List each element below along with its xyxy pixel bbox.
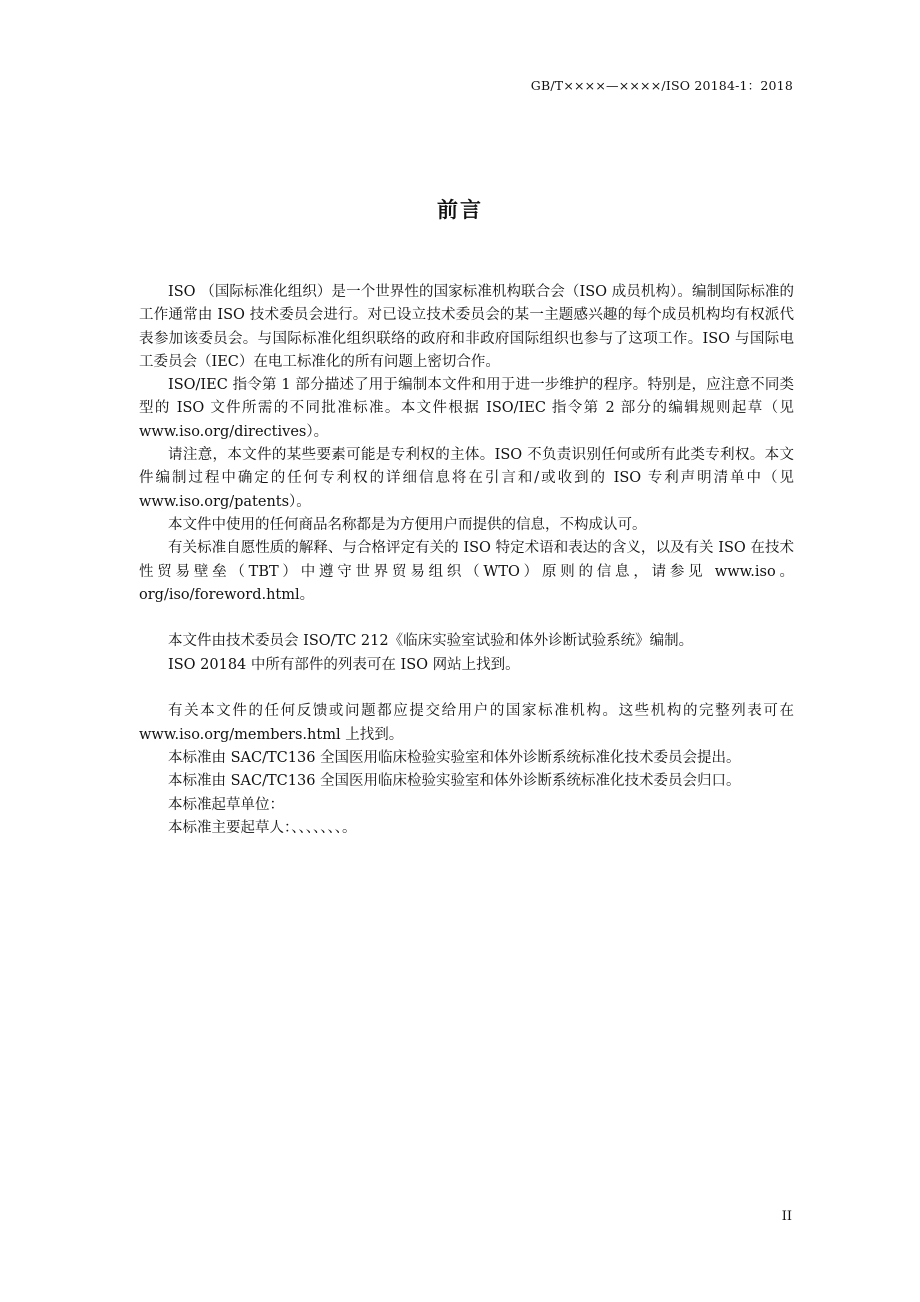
paragraph-parts-list: ISO 20184 中所有部件的列表可在 ISO 网站上找到。 [168, 656, 520, 673]
paragraph-drafting-units: 本标准起草单位： [168, 796, 284, 813]
paragraph-technical-committee: 本文件由技术委员会 ISO/TC 212《临床实验室试验和体外诊断试验系统》编制。 [168, 633, 694, 650]
paragraph-patents: 请注意，本文件的某些要素可能是专利权的主体。ISO 不负责识别任何或所有此类专利权。本文件编制过程中确定的任何专利权的详细信息将在引言和/或收到的 ISO 专利声明清单中（见 www.iso.org/patents）。 [139, 447, 794, 510]
paragraph-proposed-by: 本标准由 SAC/TC136 全国医用临床检验实验室和体外诊断系统标准化技术委员会提出。 [168, 749, 741, 766]
paragraph-feedback: 有关本文件的任何反馈或问题都应提交给用户的国家标准机构。这些机构的完整列表可在 www.iso.org/members.html 上找到。 [139, 703, 794, 743]
paragraph-centralized-by: 本标准由 SAC/TC136 全国医用临床检验实验室和体外诊断系统标准化技术委员会归口。 [168, 773, 741, 790]
paragraph-voluntary-nature: 有关标准自愿性质的解释、与合格评定有关的 ISO 特定术语和表达的含义，以及有关 ISO 在技术性贸易壁垒（TBT）中遵守世界贸易组织（WTO）原则的信息，请参见 www.iso。org/iso/foreword.html。 [139, 540, 794, 603]
page-title: 前言 [437, 198, 483, 222]
foreword-body [139, 281, 794, 840]
page-number: II [781, 1209, 792, 1224]
paragraph-main-drafters: 本标准主要起草人：、、、、、、、。 [168, 819, 357, 836]
paragraph-trade-names: 本文件中使用的任何商品名称都是为方便用户而提供的信息，不构成认可。 [168, 516, 647, 533]
document-number-header: GB/T××××—××××/ISO 20184-1：2018 [530, 78, 793, 93]
paragraph-directives: ISO/IEC 指令第 1 部分描述了用于编制本文件和用于进一步维护的程序。特别是，应注意不同类型的 ISO 文件所需的不同批准标准。本文件根据 ISO/IEC 指令第 2 部分的编辑规则起草（见 www.iso.org/directives）。 [139, 377, 794, 440]
paragraph-iso-intro: ISO （国际标准化组织）是一个世界性的国家标准机构联合会（ISO 成员机构）。编制国际标准的工作通常由 ISO 技术委员会进行。对已设立技术委员会的某一主题感兴趣的每个成员机构均有权派代表参加该委员会。与国际标准化组织联络的政府和非政府国际组织也参与了这项工作。ISO 与国际电工委员会（IEC）在电工标准化的所有问题上密切合作。 [139, 284, 794, 370]
